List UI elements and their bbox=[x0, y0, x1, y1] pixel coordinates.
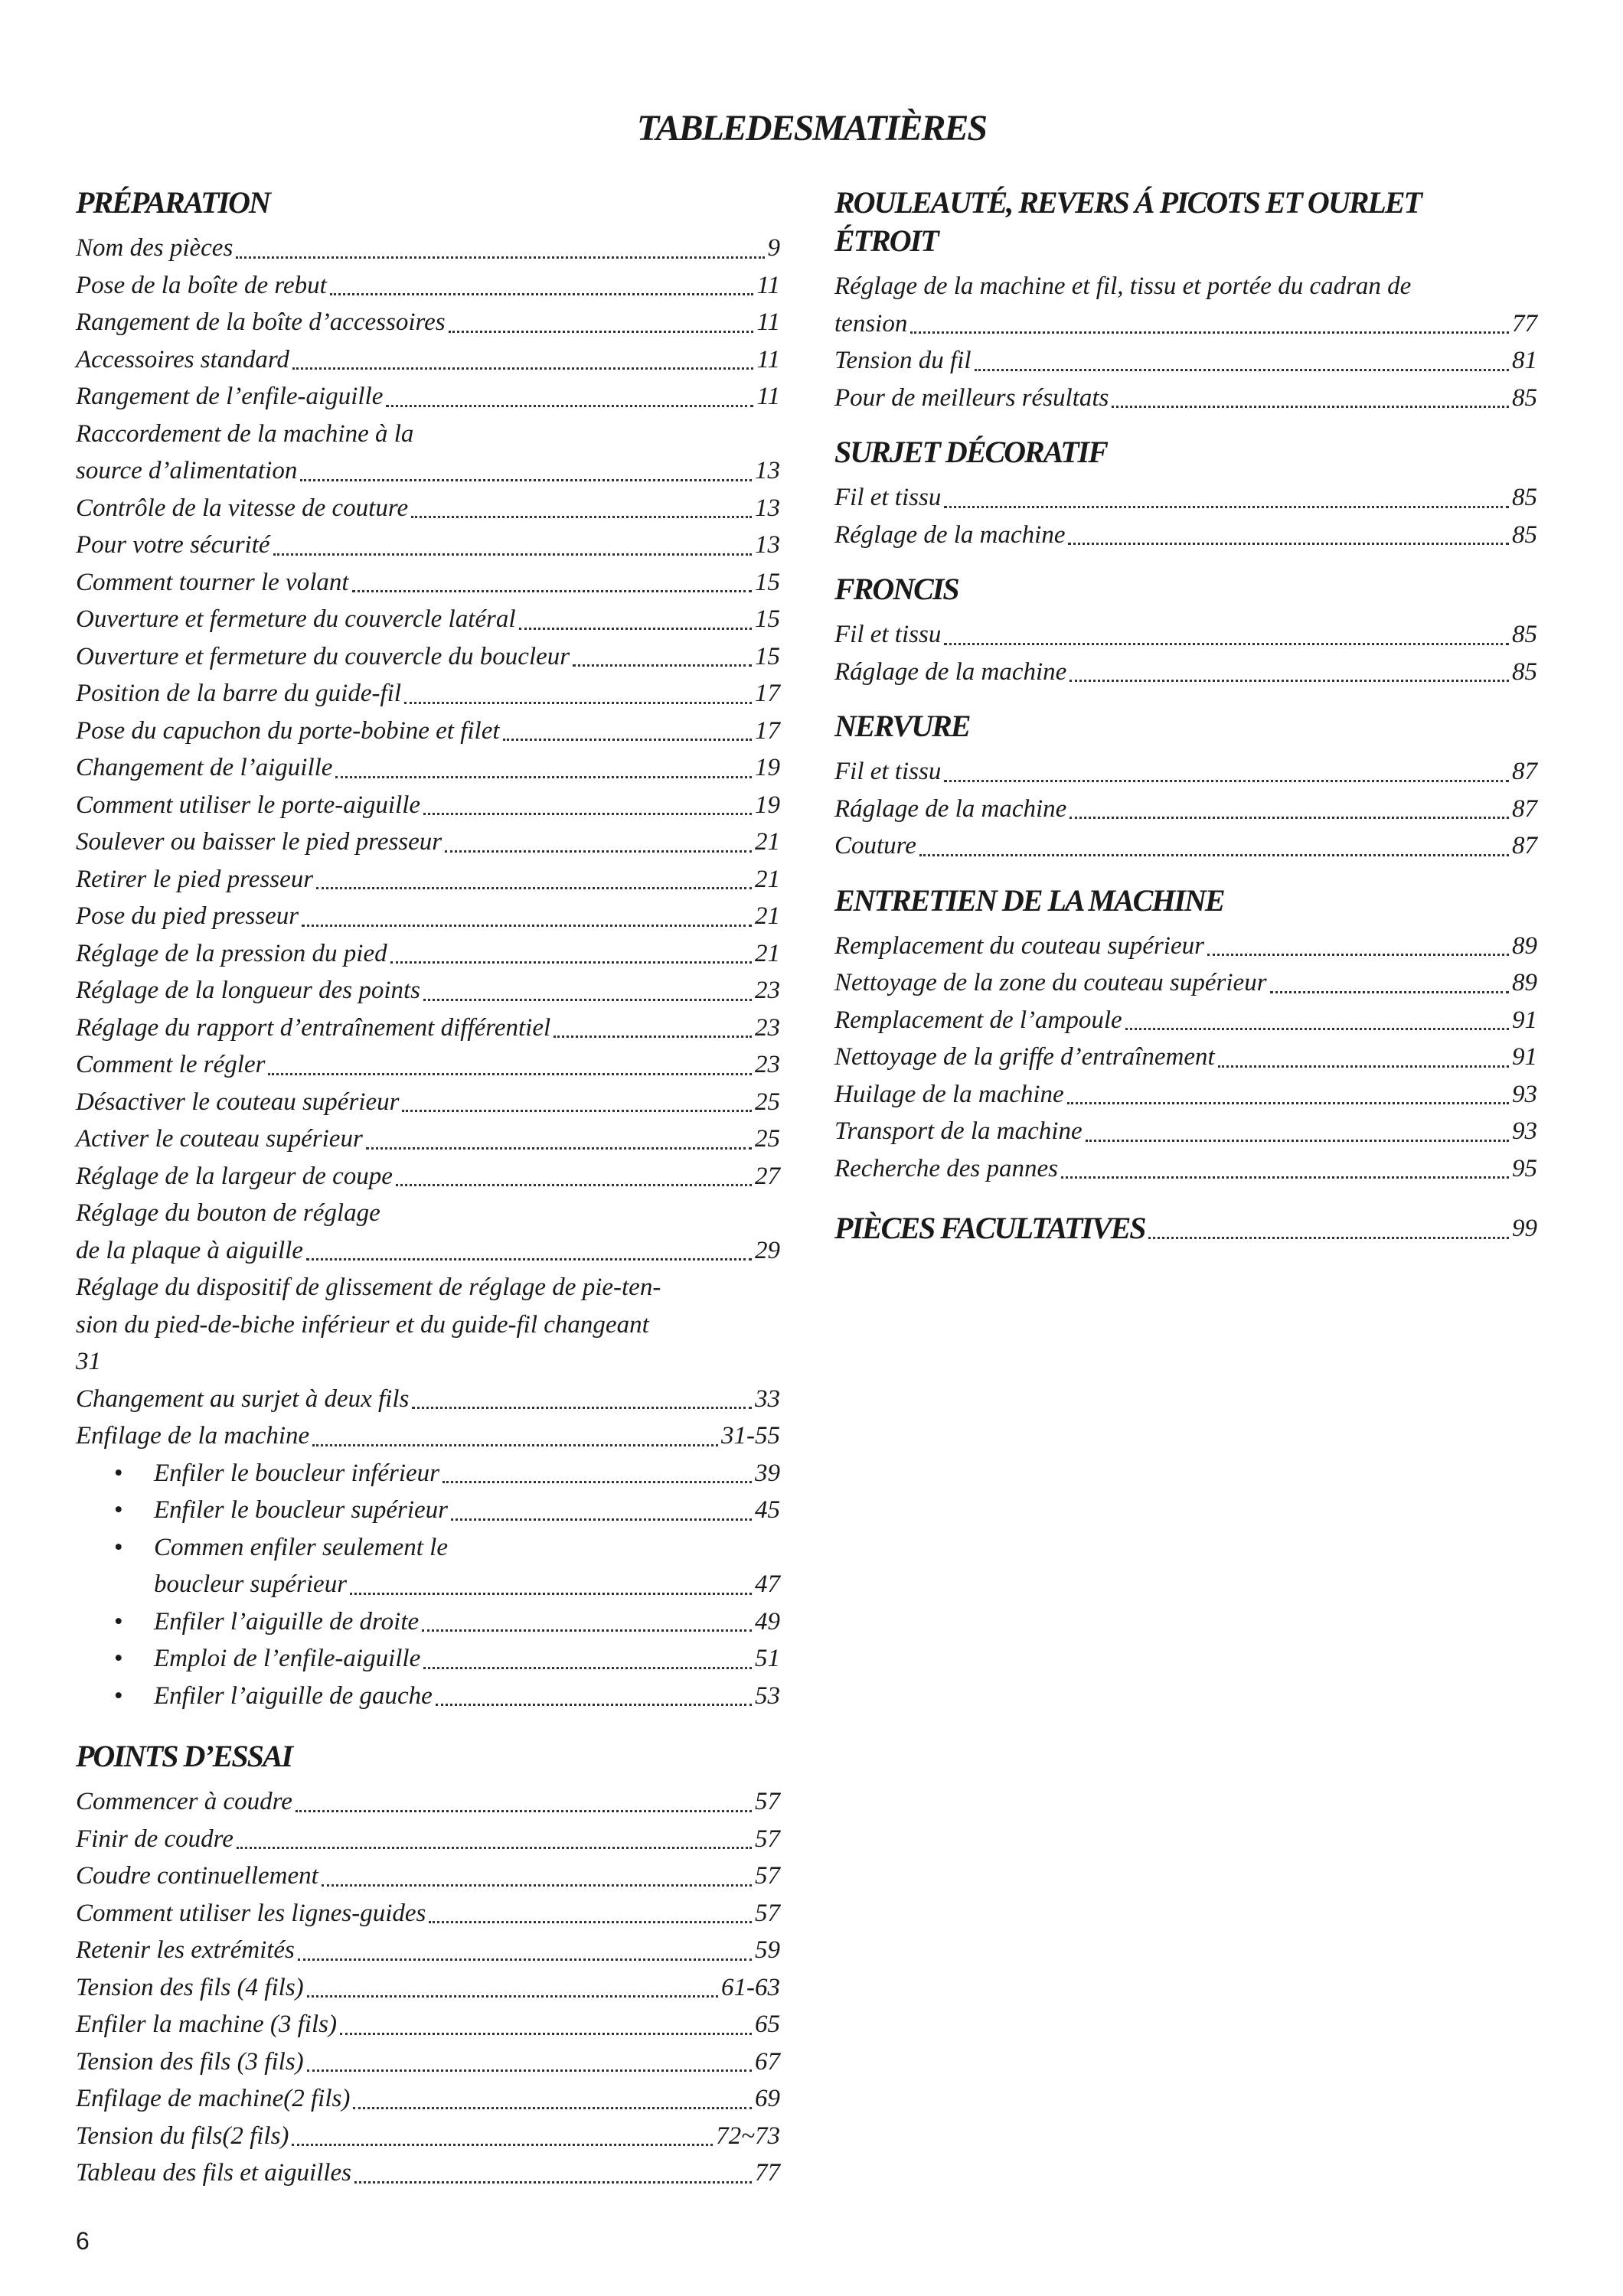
dot-leader bbox=[519, 627, 752, 630]
toc-entry bbox=[834, 479, 1537, 517]
section-heading: POINTS D’ESSAI bbox=[76, 1739, 292, 1773]
dot-leader bbox=[423, 998, 752, 1001]
toc-entry-page: 45 bbox=[755, 1496, 780, 1524]
dot-leader bbox=[975, 368, 1510, 371]
toc-entry-page: 11 bbox=[756, 271, 780, 299]
toc-entry-page: 23 bbox=[755, 977, 780, 1004]
dot-leader bbox=[1068, 542, 1509, 545]
toc-bullet-entry bbox=[76, 1678, 780, 1715]
section-nervure bbox=[834, 707, 1537, 865]
dot-leader bbox=[412, 1406, 752, 1409]
toc-entry bbox=[834, 1150, 1537, 1188]
toc-entry-page: 93 bbox=[1512, 1117, 1537, 1145]
toc-paragraph-line: sion du pied-de-biche inférieur et du guide-fil changeant bbox=[76, 1310, 649, 1339]
toc-entry-label: Tension des fils (4 fils) bbox=[76, 1973, 304, 2001]
dot-leader bbox=[330, 292, 754, 295]
bullet-icon: • bbox=[114, 1681, 123, 1710]
toc-entry-label: Réglage de la largeur de coupe bbox=[76, 1162, 393, 1190]
toc-entry bbox=[834, 753, 1537, 791]
toc-entry-page: 19 bbox=[755, 754, 780, 781]
toc-entry bbox=[76, 1009, 780, 1047]
toc-entry bbox=[76, 304, 780, 341]
left-column bbox=[76, 184, 780, 2192]
toc-entry-page: 81 bbox=[1512, 347, 1537, 374]
toc-entry-label: Nom des pièces bbox=[76, 234, 233, 262]
toc-entry-label: Rangement de l’enfile-aiguille bbox=[76, 383, 384, 410]
toc-entry-page: 47 bbox=[755, 1570, 780, 1598]
toc-entry-label: Commencer à coudre bbox=[76, 1788, 292, 1815]
toc-entry bbox=[76, 638, 780, 676]
toc-entry-label: Tension du fils(2 fils) bbox=[76, 2122, 289, 2150]
dot-leader bbox=[919, 853, 1509, 856]
toc-entry-label-line1: Réglage du bouton de réglage bbox=[76, 1199, 380, 1227]
toc-entry bbox=[154, 1640, 780, 1678]
section-heading: ENTRETIEN DE LA MACHINE bbox=[834, 882, 1224, 918]
toc-entry-page: 99 bbox=[1512, 1215, 1537, 1242]
toc-entry-label: Ouverture et fermeture du couvercle du boucleur bbox=[76, 642, 570, 670]
toc-entry-page: 91 bbox=[1512, 1043, 1537, 1071]
toc-entry-label: de la plaque à aiguille bbox=[76, 1236, 303, 1264]
toc-entry-page: 11 bbox=[756, 308, 780, 336]
toc-bullet-entry bbox=[76, 1640, 780, 1678]
dot-leader bbox=[573, 664, 752, 667]
section-heading: ROULEAUTÉ, REVERS Á PICOTS ET OURLET bbox=[834, 185, 1421, 220]
toc-entry-label: Emploi de l’enfile-aiguille bbox=[154, 1645, 421, 1672]
section-heading-line2: ÉTROIT bbox=[834, 223, 938, 258]
section-entretien bbox=[834, 882, 1537, 1188]
document-title: TABLEDESMATIÈRES bbox=[636, 108, 987, 148]
toc-entry-label: Transport de la machine bbox=[834, 1117, 1083, 1145]
dot-leader bbox=[449, 330, 754, 333]
toc-entry-page: 13 bbox=[755, 457, 780, 484]
dot-leader bbox=[422, 1629, 752, 1632]
toc-entry-page: 91 bbox=[1512, 1006, 1537, 1034]
toc-entry bbox=[154, 1492, 780, 1529]
toc-paragraph-line: Réglage du dispositif de glissement de réglage de pie-ten- bbox=[76, 1274, 661, 1301]
toc-entry bbox=[76, 490, 780, 527]
toc-entry-page: 9 bbox=[767, 234, 780, 262]
dot-leader bbox=[296, 1809, 752, 1812]
toc-entry bbox=[76, 972, 780, 1009]
section-heading: SURJET DÉCORATIF bbox=[834, 435, 1107, 469]
dot-leader bbox=[237, 1846, 752, 1849]
toc-entry bbox=[76, 564, 780, 602]
toc-entry-page: 11 bbox=[756, 345, 780, 373]
toc-entry-label: Remplacement du couteau supérieur bbox=[834, 931, 1204, 960]
dot-leader bbox=[1069, 679, 1509, 682]
toc-entry-page: 85 bbox=[1512, 657, 1537, 686]
toc-entry-label: Fil et tissu bbox=[834, 621, 942, 648]
toc-bullet-entry bbox=[76, 1492, 780, 1529]
toc-entry-page: 15 bbox=[755, 605, 780, 633]
dot-leader bbox=[451, 1518, 752, 1521]
toc-entry-page: 49 bbox=[755, 1607, 780, 1636]
bullet-icon: • bbox=[114, 1496, 123, 1524]
dot-leader bbox=[396, 1183, 752, 1186]
dot-leader bbox=[386, 404, 753, 407]
toc-entry bbox=[76, 713, 780, 750]
toc-entry-page: 89 bbox=[1512, 931, 1537, 960]
dot-leader bbox=[910, 331, 1509, 334]
toc-entry-label: Fil et tissu bbox=[834, 758, 942, 785]
toc-entry bbox=[76, 1381, 780, 1418]
toc-entry-page: 57 bbox=[755, 1825, 780, 1853]
toc-entry-label: Enfiler l’aiguille de gauche bbox=[154, 1681, 433, 1710]
toc-entry bbox=[834, 380, 1537, 417]
toc-entry-label: Tension des fils (3 fils) bbox=[76, 2047, 304, 2076]
dot-leader bbox=[292, 367, 754, 370]
toc-entry-label: Soulever ou baisser le pied presseur bbox=[76, 828, 442, 856]
toc-entry-page: 13 bbox=[755, 494, 780, 522]
toc-entry bbox=[76, 452, 780, 490]
toc-entry bbox=[834, 827, 1537, 865]
dot-leader bbox=[307, 1994, 718, 1998]
toc-entry-page: 51 bbox=[755, 1645, 780, 1672]
toc-entry-label: Comment tourner le volant bbox=[76, 568, 349, 596]
section-pieces-facultatives bbox=[834, 1210, 1537, 1247]
toc-entry-label: boucleur supérieur bbox=[154, 1570, 348, 1598]
toc-entry-label: Accessoires standard bbox=[76, 345, 289, 373]
section-heading: PRÉPARATION bbox=[76, 185, 269, 220]
toc-entry-label: Réglage de la machine bbox=[834, 520, 1066, 549]
toc-entry-label: Ouverture et fermeture du couvercle latéral bbox=[76, 605, 516, 633]
toc-entry-page: 19 bbox=[755, 791, 780, 819]
dot-leader bbox=[350, 1592, 752, 1595]
toc-entry bbox=[76, 1232, 780, 1270]
toc-entry-label: Changement de l’aiguille bbox=[76, 754, 333, 781]
toc-entry-label: Retirer le pied presseur bbox=[76, 865, 314, 893]
toc-entry bbox=[76, 341, 780, 379]
toc-entry-label: Enfiler le boucleur supérieur bbox=[154, 1496, 449, 1524]
toc-entry-label: Réglage de la pression du pied bbox=[76, 939, 387, 967]
toc-entry-label: Ráglage de la machine bbox=[834, 794, 1067, 823]
toc-entry bbox=[76, 898, 780, 935]
toc-entry-page: 15 bbox=[755, 568, 780, 596]
toc-entry bbox=[834, 928, 1537, 965]
toc-entry-label: source d’alimentation bbox=[76, 457, 298, 484]
dot-leader bbox=[306, 1257, 752, 1261]
dot-leader bbox=[436, 1703, 752, 1706]
dot-leader bbox=[302, 924, 752, 927]
dot-leader bbox=[1125, 1027, 1509, 1030]
dot-leader bbox=[1112, 405, 1509, 408]
toc-entry-label: Couture bbox=[834, 832, 916, 859]
toc-entry-label: Réglage du rapport d’entraînement différentiel bbox=[76, 1013, 551, 1042]
toc-entry-page: 59 bbox=[755, 1936, 780, 1964]
toc-entry bbox=[76, 601, 780, 638]
dot-leader bbox=[402, 1109, 752, 1112]
dot-leader bbox=[442, 1480, 752, 1483]
toc-entry-page: 21 bbox=[755, 865, 780, 893]
toc-bullet-entry bbox=[76, 1603, 780, 1641]
toc-entry bbox=[76, 1783, 780, 1821]
toc-entry bbox=[834, 1002, 1537, 1039]
section-heading: PIÈCES FACULTATIVES bbox=[834, 1211, 1145, 1245]
toc-entry-page: 21 bbox=[755, 939, 780, 967]
toc-entry-page: 87 bbox=[1512, 758, 1537, 785]
toc-entry-label: Coudre continuellement bbox=[76, 1862, 318, 1890]
toc-entry-page: 57 bbox=[755, 1788, 780, 1815]
toc-entry-label: Tension du fil bbox=[834, 347, 972, 374]
toc-entry-label-line1: Raccordement de la machine à la bbox=[76, 419, 414, 448]
dot-leader bbox=[554, 1035, 752, 1038]
toc-entry bbox=[76, 527, 780, 564]
toc-entry-label: Huilage de la machine bbox=[834, 1080, 1064, 1108]
dot-leader bbox=[423, 812, 752, 815]
toc-entry-page: 29 bbox=[755, 1236, 780, 1264]
dot-leader bbox=[1218, 1065, 1509, 1068]
toc-entry bbox=[834, 517, 1537, 554]
dot-leader bbox=[1086, 1139, 1509, 1142]
toc-entry-label: Pour votre sécurité bbox=[76, 531, 270, 559]
dot-leader bbox=[307, 2069, 752, 2072]
toc-entry-page: 95 bbox=[1512, 1154, 1537, 1182]
dot-leader bbox=[445, 850, 752, 853]
toc-entry-page: 25 bbox=[755, 1125, 780, 1153]
toc-entry-label: Tableau des fils et aiguilles bbox=[76, 2159, 351, 2187]
dot-leader bbox=[503, 738, 752, 741]
dot-leader bbox=[298, 1958, 752, 1961]
toc-entry-label-line1: Commen enfiler seulement le bbox=[154, 1533, 448, 1561]
toc-entry-label: tension bbox=[834, 309, 908, 338]
toc-entry bbox=[154, 1566, 780, 1603]
bullet-icon: • bbox=[114, 1459, 123, 1487]
toc-entry-label: Comment utiliser le porte-aiguille bbox=[76, 791, 421, 819]
dot-leader bbox=[1207, 953, 1509, 956]
toc-entry-label: Rangement de la boîte d’accessoires bbox=[76, 308, 446, 336]
toc-entry-page: 23 bbox=[755, 1013, 780, 1042]
toc-entry bbox=[154, 1678, 780, 1715]
toc-entry-page: 39 bbox=[755, 1459, 780, 1487]
toc-entry bbox=[76, 1895, 780, 1932]
toc-entry-page: 57 bbox=[755, 1862, 780, 1890]
toc-entry bbox=[76, 1084, 780, 1121]
toc-entry bbox=[76, 378, 780, 416]
dot-leader bbox=[292, 2143, 713, 2146]
toc-entry-label: Enfilage de machine(2 fils) bbox=[76, 2085, 351, 2112]
bullet-icon: • bbox=[114, 1607, 123, 1636]
toc-entry bbox=[76, 1046, 780, 1084]
dot-leader bbox=[236, 256, 764, 259]
toc-entry bbox=[76, 2154, 780, 2192]
toc-entry-page: 15 bbox=[755, 642, 780, 670]
toc-entry-page: 61-63 bbox=[721, 1973, 780, 2001]
dot-leader bbox=[322, 1883, 752, 1887]
toc-entry bbox=[76, 2043, 780, 2081]
toc-entry bbox=[76, 787, 780, 824]
bullet-icon: • bbox=[114, 1645, 123, 1672]
toc-entry bbox=[76, 267, 780, 305]
dot-leader bbox=[335, 775, 752, 778]
toc-entry bbox=[76, 935, 780, 973]
toc-entry-label: Ráglage de la machine bbox=[834, 657, 1067, 686]
toc-entry-page: 67 bbox=[755, 2047, 780, 2076]
toc-entry-page: 21 bbox=[755, 828, 780, 856]
toc-entry bbox=[834, 1210, 1537, 1247]
toc-entry bbox=[154, 1603, 780, 1641]
dot-leader bbox=[423, 1666, 752, 1669]
dot-leader bbox=[1148, 1236, 1509, 1239]
section-froncis bbox=[834, 570, 1537, 690]
toc-entry bbox=[834, 616, 1537, 654]
toc-entry-page: 57 bbox=[755, 1899, 780, 1927]
toc-entry-page: 77 bbox=[755, 2159, 780, 2187]
dot-leader bbox=[353, 2106, 752, 2109]
toc-entry bbox=[76, 1158, 780, 1195]
toc-entry-label: Nettoyage de la griffe d’entraînement bbox=[834, 1043, 1215, 1071]
toc-paragraph-page: 31 bbox=[76, 1348, 101, 1375]
dot-leader bbox=[354, 2180, 752, 2183]
toc-entry bbox=[76, 1969, 780, 2007]
toc-entry-page: 27 bbox=[755, 1162, 780, 1190]
toc-entry-label: Position de la barre du guide-fil bbox=[76, 680, 401, 707]
toc-entry-label: Enfiler l’aiguille de droite bbox=[154, 1607, 420, 1636]
toc-entry-page: 69 bbox=[755, 2085, 780, 2112]
section-points-essai bbox=[76, 1737, 780, 2192]
section-surjet-decoratif bbox=[834, 433, 1537, 553]
toc-entry-page: 11 bbox=[756, 383, 780, 410]
toc-entry-label: Pour de meilleurs résultats bbox=[834, 383, 1109, 412]
toc-entry bbox=[76, 861, 780, 899]
toc-entry bbox=[834, 964, 1537, 1002]
toc-entry-label: Contrôle de la vitesse de couture bbox=[76, 494, 409, 522]
toc-entry-label: Remplacement de l’ampoule bbox=[834, 1006, 1122, 1034]
dot-leader bbox=[340, 2032, 752, 2035]
dot-leader bbox=[1061, 1176, 1509, 1179]
dot-leader bbox=[944, 505, 1509, 508]
dot-leader bbox=[944, 642, 1509, 645]
dot-leader bbox=[273, 553, 752, 556]
toc-entry bbox=[76, 1120, 780, 1158]
section-heading: NERVURE bbox=[834, 709, 970, 743]
toc-entry-label: Pose de la boîte de rebut bbox=[76, 271, 327, 299]
section-preparation bbox=[76, 184, 780, 1714]
toc-entry-label: Comment le régler bbox=[76, 1051, 266, 1078]
toc-entry-page: 13 bbox=[755, 531, 780, 559]
dot-leader bbox=[1067, 1101, 1509, 1104]
toc-entry-page: 93 bbox=[1512, 1080, 1537, 1108]
toc-entry bbox=[76, 2006, 780, 2043]
toc-entry-page: 77 bbox=[1512, 309, 1537, 338]
toc-entry bbox=[76, 230, 780, 267]
dot-leader bbox=[404, 701, 752, 704]
section-heading: FRONCIS bbox=[834, 572, 958, 606]
dot-leader bbox=[352, 589, 752, 592]
toc-entry-label: Réglage de la longueur des points bbox=[76, 977, 421, 1004]
toc-entry bbox=[154, 1455, 780, 1492]
toc-entry-label: Enfilage de la machine bbox=[76, 1422, 310, 1450]
toc-entry-page: 33 bbox=[755, 1384, 780, 1413]
toc-entry-label: Pose du pied presseur bbox=[76, 902, 299, 930]
toc-entry-label: Nettoyage de la zone du couteau supérieur bbox=[834, 969, 1267, 996]
dot-leader bbox=[1069, 816, 1509, 819]
right-column bbox=[834, 184, 1537, 1247]
toc-bullet-entry bbox=[76, 1455, 780, 1492]
toc-entry bbox=[834, 305, 1537, 343]
bullet-icon: • bbox=[114, 1533, 123, 1561]
toc-entry bbox=[834, 654, 1537, 691]
toc-entry bbox=[834, 791, 1537, 828]
dot-leader bbox=[268, 1072, 752, 1075]
dot-leader bbox=[312, 1443, 718, 1446]
dot-leader bbox=[944, 779, 1509, 782]
toc-entry bbox=[76, 675, 780, 713]
dot-leader bbox=[1270, 990, 1509, 993]
toc-entry bbox=[834, 1113, 1537, 1150]
toc-entry bbox=[834, 342, 1537, 380]
toc-entry-label: Pose du capuchon du porte-bobine et filet bbox=[76, 716, 500, 745]
toc-entry-page: 72~73 bbox=[716, 2122, 780, 2150]
dot-leader bbox=[300, 478, 752, 481]
toc-entry-page: 53 bbox=[755, 1681, 780, 1710]
toc-entry-label: Finir de coudre bbox=[76, 1825, 233, 1853]
toc-entry-label: Retenir les extrémités bbox=[76, 1936, 295, 1964]
toc-entry-page: 87 bbox=[1512, 794, 1537, 823]
dot-leader bbox=[316, 886, 752, 889]
toc-entry bbox=[76, 749, 780, 787]
toc-entry bbox=[834, 1039, 1537, 1076]
toc-entry-label: Enfiler la machine (3 fils) bbox=[76, 2011, 337, 2038]
toc-entry-page: 87 bbox=[1512, 832, 1537, 859]
toc-entry bbox=[76, 1857, 780, 1895]
dot-leader bbox=[366, 1146, 752, 1150]
toc-entry-page: 31-55 bbox=[721, 1422, 780, 1450]
toc-entry-page: 25 bbox=[755, 1088, 780, 1116]
toc-entry-label: Changement au surjet à deux fils bbox=[76, 1384, 410, 1413]
toc-entry-page: 85 bbox=[1512, 484, 1537, 511]
toc-entry bbox=[76, 2080, 780, 2118]
toc-entry-page: 23 bbox=[755, 1051, 780, 1078]
toc-entry-page: 85 bbox=[1512, 520, 1537, 549]
toc-entry bbox=[76, 2118, 780, 2155]
dot-leader bbox=[390, 960, 752, 964]
toc-bullet-entry bbox=[76, 1529, 780, 1603]
toc-entry-page: 65 bbox=[755, 2011, 780, 2038]
toc-entry bbox=[76, 1932, 780, 1969]
dot-leader bbox=[429, 1920, 752, 1923]
toc-entry bbox=[76, 1821, 780, 1858]
toc-entry-label: Désactiver le couteau supérieur bbox=[76, 1088, 400, 1116]
toc-entry-page: 85 bbox=[1512, 621, 1537, 648]
section-roulottee bbox=[834, 184, 1537, 416]
page-number: 6 bbox=[76, 2227, 90, 2255]
toc-entry-page: 85 bbox=[1512, 383, 1537, 412]
toc-entry-page: 21 bbox=[755, 902, 780, 930]
toc-entry bbox=[76, 1417, 780, 1455]
toc-entry bbox=[834, 1076, 1537, 1114]
toc-entry-page: 89 bbox=[1512, 969, 1537, 996]
toc-entry bbox=[76, 823, 780, 861]
toc-entry-label-line1: Réglage de la machine et fil, tissu et portée du cadran de bbox=[834, 272, 1412, 300]
toc-entry-label: Activer le couteau supérieur bbox=[76, 1125, 363, 1153]
dot-leader bbox=[411, 515, 752, 518]
toc-entry-label: Recherche des pannes bbox=[834, 1154, 1058, 1182]
toc-entry-page: 17 bbox=[755, 716, 780, 745]
toc-entry-page: 17 bbox=[755, 680, 780, 707]
toc-entry-label: Fil et tissu bbox=[834, 484, 942, 511]
toc-entry-label: Comment utiliser les lignes-guides bbox=[76, 1899, 426, 1927]
toc-entry-label: Enfiler le boucleur inférieur bbox=[154, 1459, 440, 1487]
